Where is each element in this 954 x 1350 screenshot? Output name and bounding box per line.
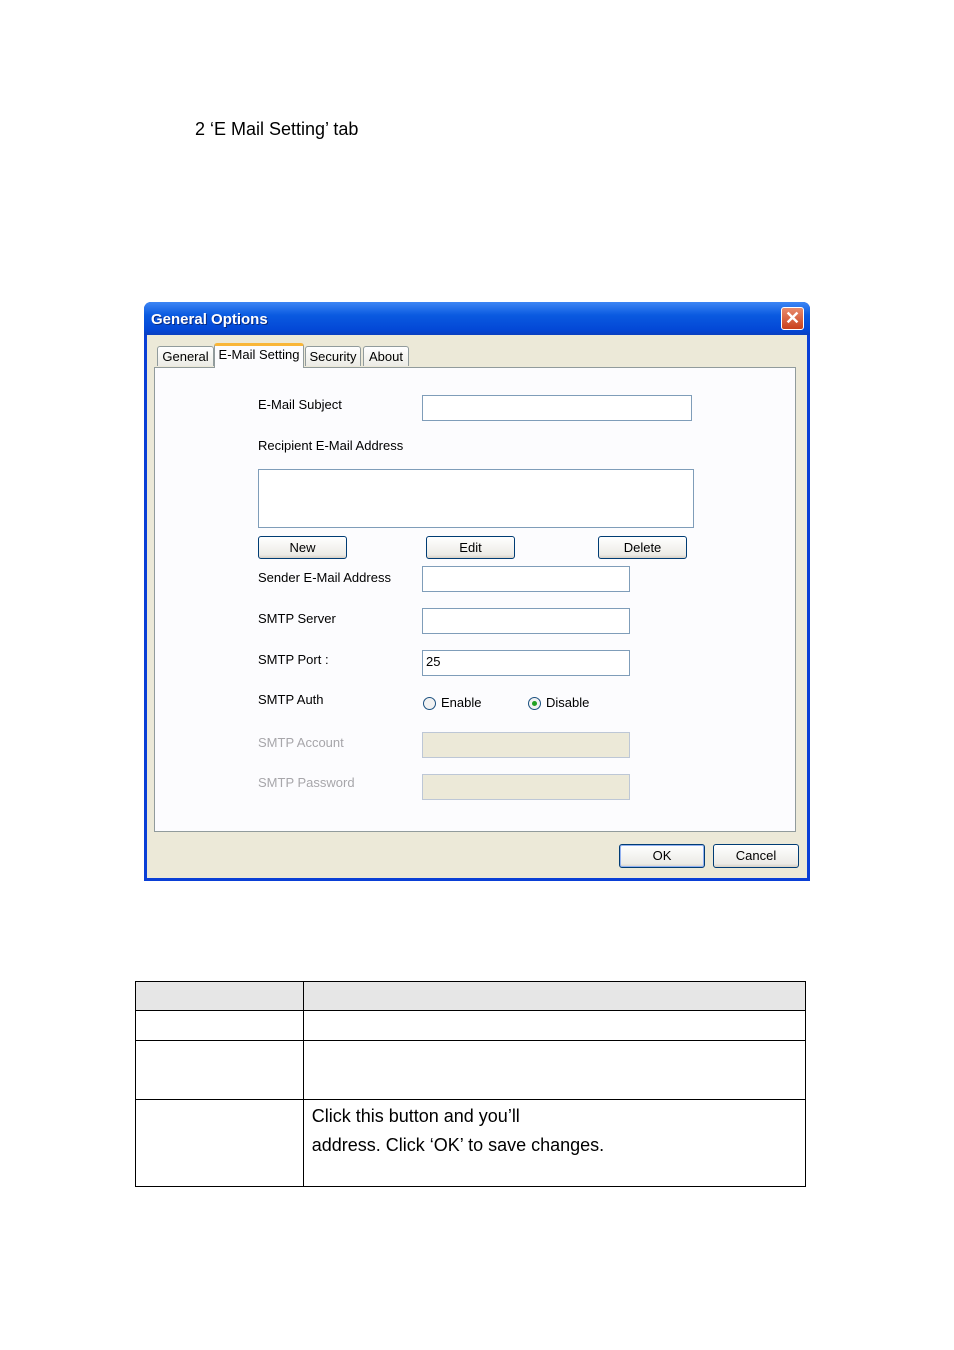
dialog-title: General Options [151, 311, 268, 328]
new-button[interactable]: New [258, 536, 347, 559]
edit-button[interactable]: Edit [426, 536, 515, 559]
email-setting-panel [154, 367, 796, 832]
recipient-list[interactable] [258, 469, 694, 528]
general-options-dialog [144, 302, 810, 881]
close-icon: ✕ [784, 308, 801, 328]
table-cell [136, 1100, 304, 1187]
table-row [136, 1011, 806, 1041]
sender-label: Sender E-Mail Address [258, 570, 391, 585]
table-header-row [136, 982, 806, 1011]
smtp-password-label: SMTP Password [258, 775, 355, 790]
settings-table [135, 981, 806, 1187]
disable-radio[interactable] [528, 697, 541, 710]
smtp-password-input [422, 774, 630, 800]
table-cell [303, 1011, 805, 1041]
tab-general[interactable]: General [157, 346, 214, 366]
cancel-button[interactable]: Cancel [713, 844, 799, 868]
disable-label[interactable]: Disable [546, 695, 590, 710]
smtp-port-input[interactable]: 25 [422, 650, 630, 676]
smtp-server-input[interactable] [422, 608, 630, 634]
tab-about[interactable]: About [363, 346, 409, 366]
table-cell [136, 1011, 304, 1041]
email-subject-input[interactable] [422, 395, 692, 421]
tab-email-setting[interactable]: E-Mail Setting [214, 343, 304, 368]
dialog-client [147, 335, 807, 878]
recipient-label: Recipient E-Mail Address [258, 438, 404, 453]
table-header-cell [136, 982, 304, 1011]
smtp-server-label: SMTP Server [258, 611, 336, 626]
tab-security[interactable]: Security [305, 346, 361, 366]
title-bar[interactable] [144, 302, 810, 335]
table-cell-description [303, 1100, 805, 1187]
table-cell [136, 1041, 304, 1100]
smtp-account-input [422, 732, 630, 758]
smtp-port-label: SMTP Port : [258, 652, 329, 667]
sender-email-input[interactable] [422, 566, 630, 592]
table-header-cell [303, 982, 805, 1011]
description-line: address. Click ‘OK’ to save changes. [311, 1135, 605, 1155]
table-row [136, 1100, 806, 1187]
description-line: Click this button and you’ll [311, 1106, 520, 1126]
table-cell [303, 1041, 805, 1100]
delete-button[interactable]: Delete [598, 536, 687, 559]
enable-radio[interactable] [423, 697, 436, 710]
enable-label[interactable]: Enable [441, 695, 482, 710]
ok-button[interactable]: OK [619, 844, 705, 868]
email-subject-label: E-Mail Subject [258, 397, 342, 412]
table-row [136, 1041, 806, 1100]
smtp-auth-label: SMTP Auth [258, 692, 324, 707]
close-button[interactable] [781, 307, 804, 330]
section-heading: 2 ‘E Mail Setting’ tab [195, 119, 359, 139]
smtp-account-label: SMTP Account [258, 735, 344, 750]
